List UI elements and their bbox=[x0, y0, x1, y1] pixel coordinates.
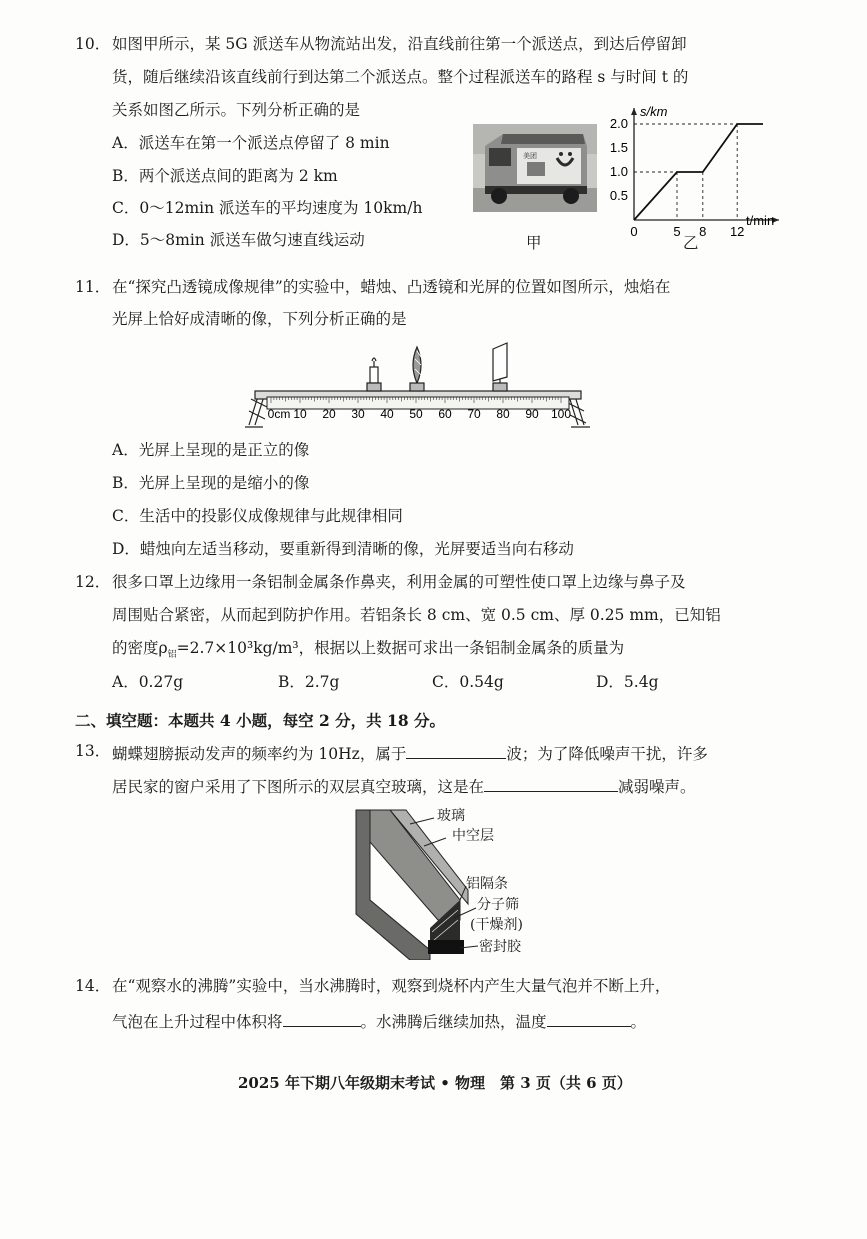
st-y-tick-label: 1.0 bbox=[609, 164, 628, 179]
q11-option-d: D．蜡烛向左适当移动，要重新得到清晰的像，光屏要适当向右移动 bbox=[112, 540, 574, 558]
photo-logo-text: 美团 bbox=[523, 153, 537, 160]
q10-stem-line1: 如图甲所示，某 5G 派送车从物流站出发，沿直线前往第一个派送点，到达后停留卸 bbox=[112, 35, 687, 53]
q10-stem-line3: 关系如图乙所示。下列分析正确的是 bbox=[112, 101, 361, 119]
q11-stem-line1: 在“探究凸透镜成像规律”的实验中，蜡烛、凸透镜和光屏的位置如图所示，烛焰在 bbox=[112, 278, 671, 296]
q14-answer-blank-2[interactable] bbox=[547, 1012, 631, 1027]
ruler-label: 30 bbox=[351, 407, 365, 421]
q14-text-2a: 气泡在上升过程中体积将 bbox=[112, 1013, 283, 1031]
q12-density-label: 的密度ρ bbox=[112, 639, 168, 657]
q12-option-d: D．5.4g bbox=[596, 673, 659, 691]
ruler-label: 0cm bbox=[267, 407, 291, 421]
q14-text-2b: 。水沸腾后继续加热，温度 bbox=[360, 1013, 547, 1031]
ruler-label: 20 bbox=[322, 407, 336, 421]
label-molecular-sieve: 分子筛 bbox=[477, 897, 519, 913]
label-desiccant: (干燥剂) bbox=[470, 917, 523, 933]
q11-option-a: A．光屏上呈现的是正立的像 bbox=[112, 441, 310, 459]
q10-number: 10． bbox=[75, 35, 111, 53]
q12-option-a: A．0.27g bbox=[112, 673, 184, 691]
ruler-label: 10 bbox=[293, 407, 307, 421]
q13-text-2a: 居民家的窗户采用了下图所示的双层真空玻璃，这是在 bbox=[112, 778, 485, 796]
q12-stem-line3 bbox=[112, 641, 624, 660]
q10-stem-line2: 货，随后继续沿该直线前行到达第二个派送点。整个过程派送车的路程 s 与时间 t 的 bbox=[112, 68, 689, 86]
q13-answer-blank-1[interactable] bbox=[406, 744, 506, 759]
q14-answer-blank-1[interactable] bbox=[283, 1012, 361, 1027]
q12-stem-line2: 周围贴合紧密，从而起到防护作用。若铝条长 8 cm、宽 0.5 cm、厚 0.25 mm，已知铝 bbox=[112, 606, 721, 624]
optical-bench-figure bbox=[245, 335, 590, 435]
st-x-tick-label: 8 bbox=[699, 224, 707, 239]
q13-answer-blank-2[interactable] bbox=[484, 777, 618, 792]
q13-text-1b: 波；为了降低噪声干扰，许多 bbox=[506, 745, 708, 763]
st-y-tick-label: 0.5 bbox=[609, 188, 628, 203]
st-y-tick-label: 2.0 bbox=[609, 116, 628, 131]
label-aluminum-spacer: 铝隔条 bbox=[466, 876, 508, 892]
q11-number: 11． bbox=[75, 278, 111, 296]
ruler-label: 70 bbox=[467, 407, 481, 421]
section-heading: 二、填空题：本题共 4 小题，每空 2 分，共 18 分。 bbox=[75, 711, 446, 730]
convex-lens bbox=[410, 347, 424, 391]
candle bbox=[367, 358, 381, 391]
q10-option-c: C．0～12min 派送车的平均速度为 10km/h bbox=[112, 199, 423, 217]
double-glazing-figure bbox=[350, 800, 550, 960]
delivery-vehicle-photo bbox=[473, 124, 597, 212]
q12-option-c: C．0.54g bbox=[432, 673, 504, 691]
q12-density-subscript: 铝 bbox=[167, 650, 177, 661]
q14-number: 14． bbox=[75, 977, 111, 995]
ruler-label: 50 bbox=[409, 407, 423, 421]
q11-stem-line2: 光屏上恰好成清晰的像，下列分析正确的是 bbox=[112, 310, 407, 328]
st-y-tick-label: 1.5 bbox=[609, 140, 628, 155]
page-footer: 2025 年下期八年级期末考试 • 物理 第 3 页（共 6 页） bbox=[238, 1074, 632, 1092]
q13-text-2b: 减弱噪声。 bbox=[618, 778, 696, 796]
q14-stem-line1: 在“观察水的沸腾”实验中，当水沸腾时，观察到烧杯内产生大量气泡并不断上升， bbox=[112, 977, 671, 995]
q12-stem-line3-rest: =2.7×10³kg/m³，根据以上数据可求出一条铝制金属条的质量为 bbox=[176, 639, 625, 657]
q13-text-1a: 蝴蝶翅膀振动发声的频率约为 10Hz，属于 bbox=[112, 745, 407, 763]
light-screen bbox=[493, 343, 507, 391]
fig-yi-caption: 乙 bbox=[683, 234, 699, 252]
label-glass: 玻璃 bbox=[437, 808, 465, 824]
ruler-label: 60 bbox=[438, 407, 452, 421]
label-sealant: 密封胶 bbox=[479, 939, 521, 955]
ruler-label: 90 bbox=[525, 407, 539, 421]
q13-stem-line2 bbox=[112, 777, 696, 796]
q10-option-a: A．派送车在第一个派送点停留了 8 min bbox=[112, 134, 390, 152]
st-x-tick-label: 0 bbox=[630, 224, 638, 239]
q10-option-d: D．5～8min 派送车做匀速直线运动 bbox=[112, 231, 365, 249]
q11-option-b: B．光屏上呈现的是缩小的像 bbox=[112, 474, 310, 492]
q14-stem-line2 bbox=[112, 1012, 646, 1031]
label-hollow-layer: 中空层 bbox=[452, 828, 494, 844]
ruler-label: 80 bbox=[496, 407, 510, 421]
q12-number: 12． bbox=[75, 573, 111, 591]
q12-stem-line1: 很多口罩上边缘用一条铝制金属条作鼻夹，利用金属的可塑性使口罩上边缘与鼻子及 bbox=[112, 573, 686, 591]
q12-option-b: B．2.7g bbox=[278, 673, 340, 691]
st-x-label: t/min bbox=[746, 213, 775, 228]
st-x-tick-label: 12 bbox=[729, 224, 745, 239]
st-x-tick-label: 5 bbox=[673, 224, 681, 239]
q13-stem-line1 bbox=[112, 744, 708, 763]
q10-option-b: B．两个派送点间的距离为 2 km bbox=[112, 167, 338, 185]
fig-jia-caption: 甲 bbox=[526, 234, 542, 252]
ruler-label: 40 bbox=[380, 407, 394, 421]
st-y-arrow bbox=[631, 108, 637, 115]
q11-option-c: C．生活中的投影仪成像规律与此规律相同 bbox=[112, 507, 403, 525]
st-y-label: s/km bbox=[640, 104, 668, 119]
q13-number: 13． bbox=[75, 742, 111, 760]
q14-text-2c: 。 bbox=[630, 1013, 647, 1031]
ruler-label: 100 bbox=[550, 407, 572, 421]
